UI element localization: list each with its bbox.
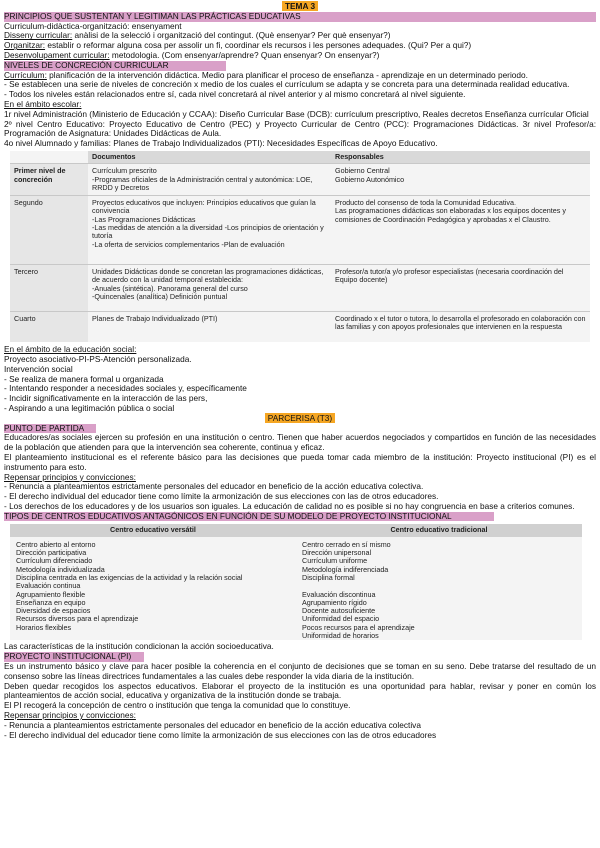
repensar2-label: Repensar principios y convicciones: — [4, 709, 136, 720]
row-resp: Producto del consenso de toda la Comunidad Educativa. Las programaciones didácticas son elaboradas x los equipos docentes y comisiones de Coordinación Pedagógica y aprobadas x el Claustro. — [331, 196, 590, 265]
list-item: - El derecho individual del educador tiene como límite la armonización de sus elecciones con las de otros educadores. — [4, 491, 439, 502]
niveles-p1: - Se establecen una serie de niveles de concreción x medio de los cuales el currículum se adapta y se concreta para una determinada realidad educativa. — [4, 79, 570, 90]
list-item: - Se realiza de manera formal u organizada — [4, 373, 164, 384]
list-item: Centro cerrado en sí mismo — [302, 539, 391, 549]
list-item: Recursos diversos para el aprendizaje — [16, 614, 139, 624]
table-row — [10, 196, 590, 265]
pi1: Es un instrumento básico y clave para hacer posible la coherencia en el conjunto de decisiones que se toman en su seno. Debe tratarse del resultado de un consenso sobre las líneas directrices fundamentales a las cuales debe responder la vida diaria de la institución. — [4, 660, 596, 681]
pp1: Educadores/as sociales ejercen su profesión en una institución o centro. Tienen que haber acuerdos negociados y compartidos en función de las necesidades de la población que atienden para que la intervención sea coherente, continua y eficaz. — [4, 432, 596, 453]
th-documentos: Documentos — [88, 151, 331, 164]
curriculum-label: Currículum: — [4, 69, 47, 80]
organitzar-text: establir o reformar alguna cosa per assolir un fi, coordinar els recursos i les persones adequades. (Qui? Per a qui?) — [45, 40, 472, 51]
niveles-table — [10, 151, 590, 342]
disseny-text: anàlisi de la selecció i organització del contingut. (Què ensenyar? Per què ensenyar?) — [72, 30, 391, 41]
list-item: Agrupamiento rígido — [302, 597, 367, 607]
ambito-escolar-label: En el ámbito escolar: — [4, 98, 82, 109]
list-item: Docente autosuficiente — [302, 606, 376, 616]
desenvol-text: metodologia. (Com ensenyar/aprendre? Quan ensenyar? On ensenyar?) — [109, 49, 380, 60]
list-item: Metodología individualizada — [16, 564, 105, 574]
parcerisa-title: PARCERISA (T3) — [265, 413, 335, 423]
list-item: Pocos recursos para el aprendizaje — [302, 622, 415, 632]
pi3: El PI recogerá la concepción de centro o institución que tenga la comunidad que lo constituye. — [4, 700, 351, 711]
pi2: Deben quedar recogidos los aspectos educativos. Elaborar el proyecto de la institución es una oportunidad para hablar, revisar y poner en común los planteamientos de acción social, educativa y organizativa de la institución donde se trabaja. — [4, 680, 596, 701]
parcerisa-line — [4, 414, 596, 424]
list-item: - Renuncia a planteamientos estrictamente personales del educador en beneficio de la acción educativa colectiva — [4, 719, 421, 730]
row-level: Segundo — [10, 196, 88, 265]
list-item: - Intentando responder a necesidades sociales y, específicamente — [4, 383, 247, 394]
heading-tipos-centros: TIPOS DE CENTROS EDUCATIVOS ANTAGÓNICOS EN FUNCIÓN DE SU MODELO DE PROYECTO INSTITUCIONAL — [4, 512, 494, 522]
pp2: El planteamiento institucional es el referente básico para las decisiones que pueda tomar cada miembro de la institución: Proyecto institucional (PI) es el instrumento para esto. — [4, 451, 596, 472]
table-row — [10, 312, 590, 343]
heading-niveles: NIVELES DE CONCRECIÓN CURRICULAR — [4, 61, 226, 71]
caracteristicas-line: Las características de la institución condicionan la acción socioeducativa. — [4, 641, 274, 652]
row-resp: Profesor/a tutor/a y/o profesor especialistas (necesaria coordinación del Equipo docente) — [331, 265, 590, 312]
centros-table — [10, 524, 582, 640]
list-item: Proyecto asociativo-PI-PS-Atención personalizada. — [4, 353, 192, 364]
list-item: - Incidir significativamente en la interacción de las pers, — [4, 393, 208, 404]
heading-punto-partida: PUNTO DE PARTIDA — [4, 424, 96, 434]
list-item: Metodología indiferenciada — [302, 564, 389, 574]
table-row — [10, 164, 590, 196]
ambito-social-label: En el ámbito de la educación social: — [4, 344, 137, 355]
th-tradicional: Centro educativo tradicional — [296, 524, 582, 536]
row-level: Primer nivel de concreción — [10, 164, 88, 196]
row-resp: Gobierno Central Gobierno Autonómico — [331, 164, 590, 196]
niveles-table-header — [10, 151, 590, 164]
row-level: Cuarto — [10, 312, 88, 343]
row-resp: Coordinado x el tutor o tutora, lo desarrolla el profesorado en colaboración con las familias y con apoyos profesionales que intervienen en la respuesta — [331, 312, 590, 343]
row-doc: Currículum prescrito -Programas oficiales de la Administración central y autonómica: LOE, RRDD y Decretos — [88, 164, 331, 196]
nivel4: 4o nivel Alumnado y familias: Planes de Trabajo Individualizados (PTI): Necesidades Específicas de Apoyo Educativo. — [4, 138, 438, 149]
desenvol-label: Desenvolupament curricular: — [4, 49, 110, 60]
tradicional-column — [296, 537, 582, 641]
list-item: Dirección participativa — [16, 548, 87, 558]
versatil-column — [10, 537, 296, 641]
list-item: Dirección unipersonal — [302, 548, 372, 558]
repensar-label: Repensar principios y convicciones: — [4, 471, 136, 482]
list-item: Evaluación discontinua — [302, 589, 376, 599]
curriculum-line: Curriculum-didàctica-organització: ensenyament — [4, 20, 182, 31]
nivel2: 2º nivel Centro Educativo: Proyecto Educativo de Centro (PEC) y Proyecto Curricular de Centro (PCC): Programaciones Didácticas. 3r nivel Profesor/a: Programación de Asignatura: Unidades Didácticas de Aula. — [4, 118, 596, 139]
nivel1: 1r nivel Administración (Ministerio de Educación y CCAA): Diseño Curricular Base (DCB): currículum prescriptivo, Reales decretos Enseñanza currícular Oficial — [4, 108, 589, 119]
list-item: Currículum diferenciado — [16, 556, 93, 566]
niveles-p2: - Todos los niveles están relacionados entre sí, cada nivel concretará al nivel anterior y al mismo concretará al nivel siguiente. — [4, 89, 466, 100]
th-empty — [10, 151, 88, 164]
centros-table-header — [10, 524, 582, 536]
curriculum-text: planificación de la intervención didáctica. Medio para planificar el proceso de enseñanza - aprendizaje en un determinado periodo. — [46, 69, 528, 80]
list-item: - Renuncia a planteamientos estrictamente personales del educador en beneficio de la acción educativa colectiva. — [4, 481, 424, 492]
table-row — [10, 265, 590, 312]
th-versatil: Centro educativo versátil — [10, 524, 296, 536]
list-item: - El derecho individual del educador tiene como límite la armonización de sus elecciones con las de otros educadores — [4, 729, 437, 740]
th-responsables: Responsables — [331, 151, 590, 164]
row-doc: Proyectos educativos que incluyen: Principios educativos que guían la convivencia -Las Programaciones Didácticas -Las medidas de atención a la diversidad -Los principios de orientación y tutoría -La oferta de servicios complementarios -Plan de evaluación — [88, 196, 331, 265]
social-list — [4, 355, 596, 414]
row-level: Tercero — [10, 265, 88, 312]
list-item: Uniformidad de horarios — [302, 631, 379, 641]
list-item: Diversidad de espacios — [16, 606, 91, 616]
list-item: Disciplina centrada en las exigencias de la actividad y la relación social — [16, 572, 243, 582]
list-item: Currículum uniforme — [302, 556, 368, 566]
row-doc: Planes de Trabajo Individualizado (PTI) — [88, 312, 331, 343]
organitzar-label: Organitzar: — [4, 40, 46, 51]
list-item: Centro abierto al entorno — [16, 539, 96, 549]
list-item: Evaluación continua — [16, 581, 81, 591]
list-item: Disciplina formal — [302, 572, 355, 582]
list-item: Uniformidad del espacio — [302, 614, 380, 624]
disseny-label: Disseny curricular: — [4, 30, 73, 41]
tema-title: TEMA 3 — [282, 1, 318, 11]
list-item: Horarios flexibles — [16, 622, 72, 632]
list-item: Intervención social — [4, 363, 73, 374]
list-item: Agrupamiento flexible — [16, 589, 86, 599]
list-item: - Los derechos de los educadores y de los usuarios son iguales. La educación de calidad no es posible si no hay congruencia en base a criterios comunes. — [4, 500, 575, 511]
row-doc: Unidades Didácticas donde se concretan las programaciones didácticas, de acuerdo con la unidad temporal establecida: -Anuales (sintética). Panorama general del curso -Quincenales (analítica) Definición puntual — [88, 265, 331, 312]
heading-pi: PROYECTO INSTITUCIONAL (PI) — [4, 652, 144, 662]
list-item: Enseñanza en equipo — [16, 597, 86, 607]
niveles-table-wrap — [10, 151, 590, 342]
centros-table-wrap — [10, 524, 582, 640]
heading-principios: PRINCIPIOS QUE SUSTENTAN Y LEGITIMAN LAS PRÁCTICAS EDUCATIVAS — [4, 12, 596, 22]
centros-table-body — [10, 537, 582, 641]
list-item: - Aspirando a una legitimación pública o social — [4, 402, 175, 413]
